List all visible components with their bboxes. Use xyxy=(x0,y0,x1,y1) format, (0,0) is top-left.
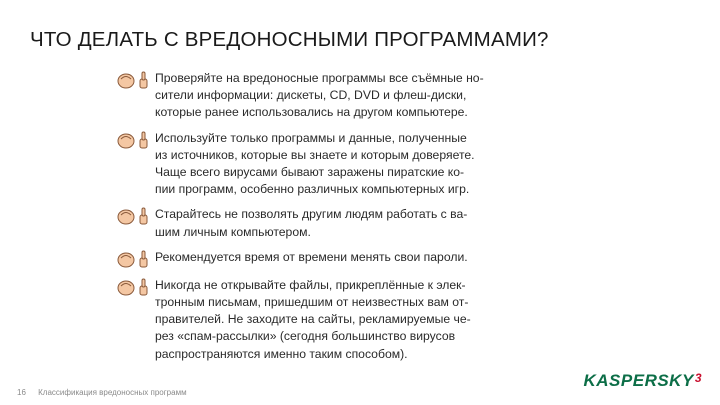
footer-text: Классификация вредоносных программ xyxy=(38,388,187,397)
hand-pointing-icon xyxy=(115,206,155,226)
kaspersky-logo xyxy=(584,371,703,391)
tip-item xyxy=(115,277,545,363)
tip-item xyxy=(115,249,545,269)
logo-mark: 3 xyxy=(694,371,702,385)
slide-footer xyxy=(17,388,187,397)
tip-text: Никогда не открывайте файлы, прикреплённые к элек- тронным письмам, пришедшим от неизвестных вам от- правителей. Не заходите на сайты, рекламируемые че- рез «спам-рассылки» (сегодня большинство вирусов распространяются именно таким способом). xyxy=(155,277,471,361)
tip-text: Используйте только программы и данные, полученные из источников, которые вы знаете и которым доверяете. Чаще всего вирусами бывают заражены пиратские ко- пии программ, особенно различных компьютерных игр. xyxy=(155,130,475,197)
tip-text: Проверяйте на вредоносные программы все съёмные но- сители информации: дискеты, CD, DVD и флеш-диски, которые ранее использовались на другом компьютере. xyxy=(155,71,484,120)
hand-pointing-icon xyxy=(115,277,155,297)
tip-text: Рекомендуется время от времени менять свои пароли. xyxy=(155,249,468,264)
logo-text: KASPERSKY xyxy=(583,371,694,390)
hand-pointing-icon xyxy=(115,249,155,269)
tips-list xyxy=(115,70,545,371)
hand-pointing-icon xyxy=(115,70,155,90)
tip-item xyxy=(115,70,545,122)
hand-pointing-icon xyxy=(115,130,155,150)
tip-text: Старайтесь не позволять другим людям работать с ва- шим личным компьютером. xyxy=(155,207,468,239)
tip-item xyxy=(115,130,545,199)
slide-title: ЧТО ДЕЛАТЬ С ВРЕДОНОСНЫМИ ПРОГРАММАМИ? xyxy=(30,28,549,51)
tip-item xyxy=(115,206,545,240)
page-number: 16 xyxy=(17,388,26,397)
